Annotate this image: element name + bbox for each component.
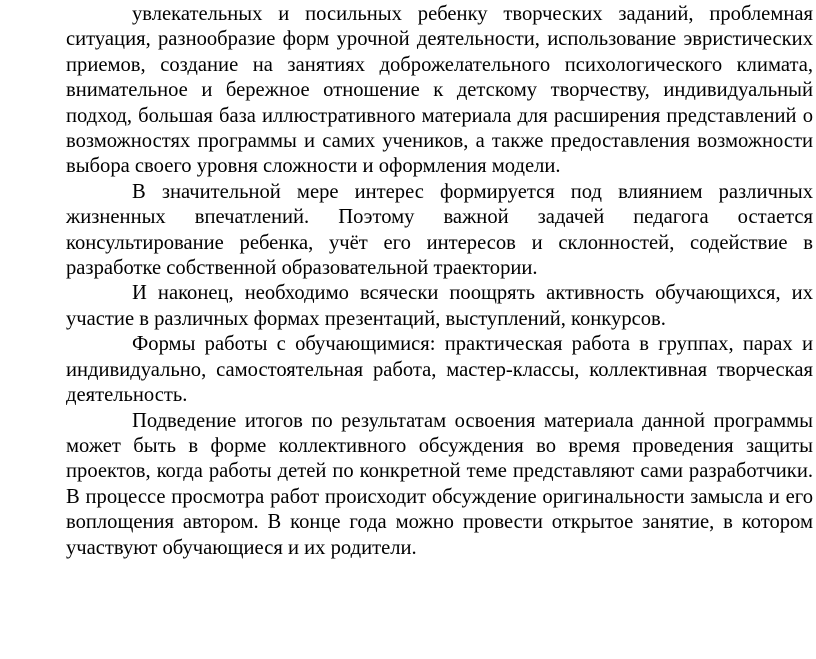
paragraph-work-forms: Формы работы с обучающимися: практическая работа в группах, парах и индивидуально, самостоятельная работа, мастер-классы, коллективная творческая деятельность. (66, 333, 813, 407)
paragraph-continued: увлекательных и посильных ребенку творческих заданий, проблемная ситуация, разнообразие форм урочной деятельности, использование эвристических приемов, создание на занятиях доброжелательного психологического климата, внимательное и бережное отношение к детскому творчеству, индивидуальный подход, большая база иллюстративного материала для расширения представлений о возможностях программы и самих учеников, а также предоставления возможности выбора своего уровня сложности и оформления модели. (66, 3, 813, 178)
paragraph-activity: И наконец, необходимо всячески поощрять активность обучающихся, их участие в различных формах презентаций, выступлений, конкурсов. (66, 282, 813, 330)
document-page (66, 2, 813, 561)
paragraph-interest: В значительной мере интерес формируется под влиянием различных жизненных впечатлений. Поэтому важной задачей педагога остается консультирование ребенка, учёт его интересов и склонностей, содействие в разработке собственной образовательной траектории. (66, 180, 813, 280)
paragraph-summary: Подведение итогов по результатам освоения материала данной программы может быть в форме коллективного обсуждения во время проведения защиты проектов, когда работы детей по конкретной теме представляют сами разработчики. В процессе просмотра работ происходит обсуждение оригинальности замысла и его воплощения автором. В конце года можно провести открытое занятие, в котором участвуют обучающиеся и их родители. (66, 409, 813, 559)
